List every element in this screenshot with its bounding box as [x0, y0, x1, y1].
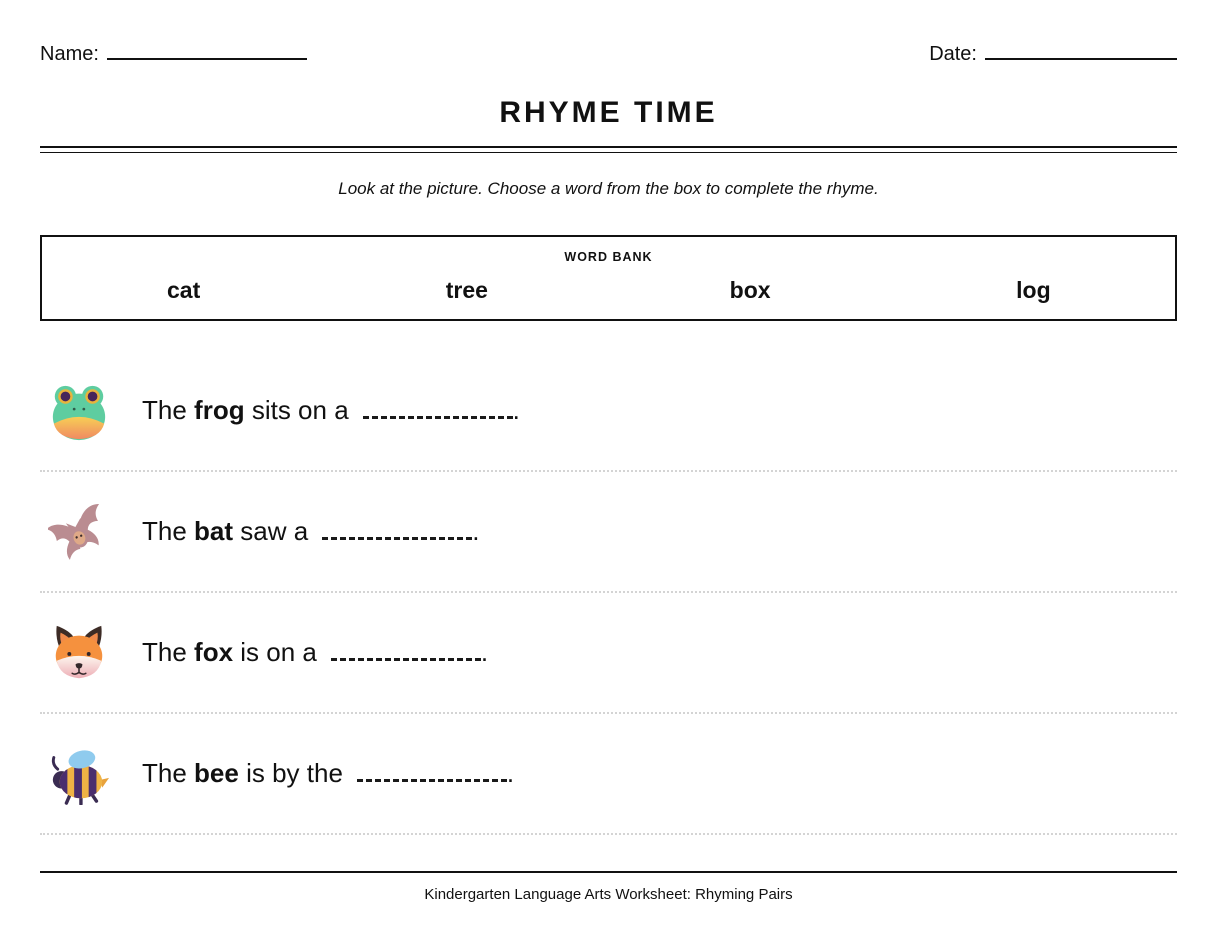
- sentence-subject: bat: [194, 516, 234, 546]
- word-bank-words: [42, 277, 1175, 304]
- fox-icon: [48, 622, 110, 684]
- footer-text: Kindergarten Language Arts Worksheet: Rhyming Pairs: [40, 871, 1177, 903]
- word-bank: [40, 235, 1177, 321]
- sentence-subject: bee: [194, 758, 239, 788]
- word-bank-word-tree: tree: [445, 277, 488, 303]
- sentence-pre: The: [142, 516, 187, 546]
- bee-icon: [48, 743, 110, 805]
- sentence-subject: fox: [194, 637, 234, 667]
- rhyme-sentence: [142, 516, 479, 547]
- sentence-period: .: [472, 516, 480, 546]
- date-label: Date:: [929, 43, 977, 65]
- rhyme-row-bat: [40, 472, 1177, 593]
- rhyme-rows: [40, 351, 1177, 835]
- answer-blank[interactable]: [322, 527, 472, 540]
- header: [40, 38, 1177, 66]
- name-field-group: [40, 38, 307, 66]
- word-bank-word-cat: cat: [167, 277, 201, 303]
- frog-icon: [48, 380, 110, 442]
- sentence-rest: saw a: [240, 516, 309, 546]
- sentence-period: .: [480, 637, 489, 667]
- rhyme-row-frog: [40, 351, 1177, 472]
- sentence-subject: frog: [194, 395, 245, 425]
- page-title: RHYME TIME: [499, 96, 718, 129]
- word-bank-word-box: box: [729, 277, 771, 303]
- sentence-period: .: [512, 395, 520, 425]
- sentence-period: .: [506, 758, 515, 788]
- date-field-group: [929, 38, 1177, 66]
- rhyme-row-bee: [40, 714, 1177, 835]
- sentence-pre: The: [142, 758, 187, 788]
- answer-blank[interactable]: [331, 648, 481, 661]
- rhyme-sentence: [142, 758, 514, 789]
- answer-blank[interactable]: [363, 406, 513, 419]
- sentence-pre: The: [142, 637, 187, 667]
- answer-blank[interactable]: [357, 769, 507, 782]
- rhyme-sentence: [142, 637, 488, 668]
- rhyme-row-fox: [40, 593, 1177, 714]
- bat-icon: [48, 501, 110, 563]
- sentence-rest: is by the: [246, 758, 343, 788]
- word-bank-word-log: log: [1016, 277, 1051, 303]
- name-label: Name:: [40, 43, 99, 65]
- sentence-rest: sits on a: [251, 395, 349, 425]
- sentence-rest: is on a: [240, 637, 317, 667]
- word-bank-label: WORD BANK: [564, 250, 653, 264]
- title-divider: [40, 146, 1177, 153]
- rhyme-sentence: [142, 395, 520, 426]
- name-input-line[interactable]: [107, 38, 307, 60]
- instruction-text: Look at the picture. Choose a word from the box to complete the rhyme.: [338, 179, 879, 198]
- date-input-line[interactable]: [985, 38, 1177, 60]
- sentence-pre: The: [142, 395, 187, 425]
